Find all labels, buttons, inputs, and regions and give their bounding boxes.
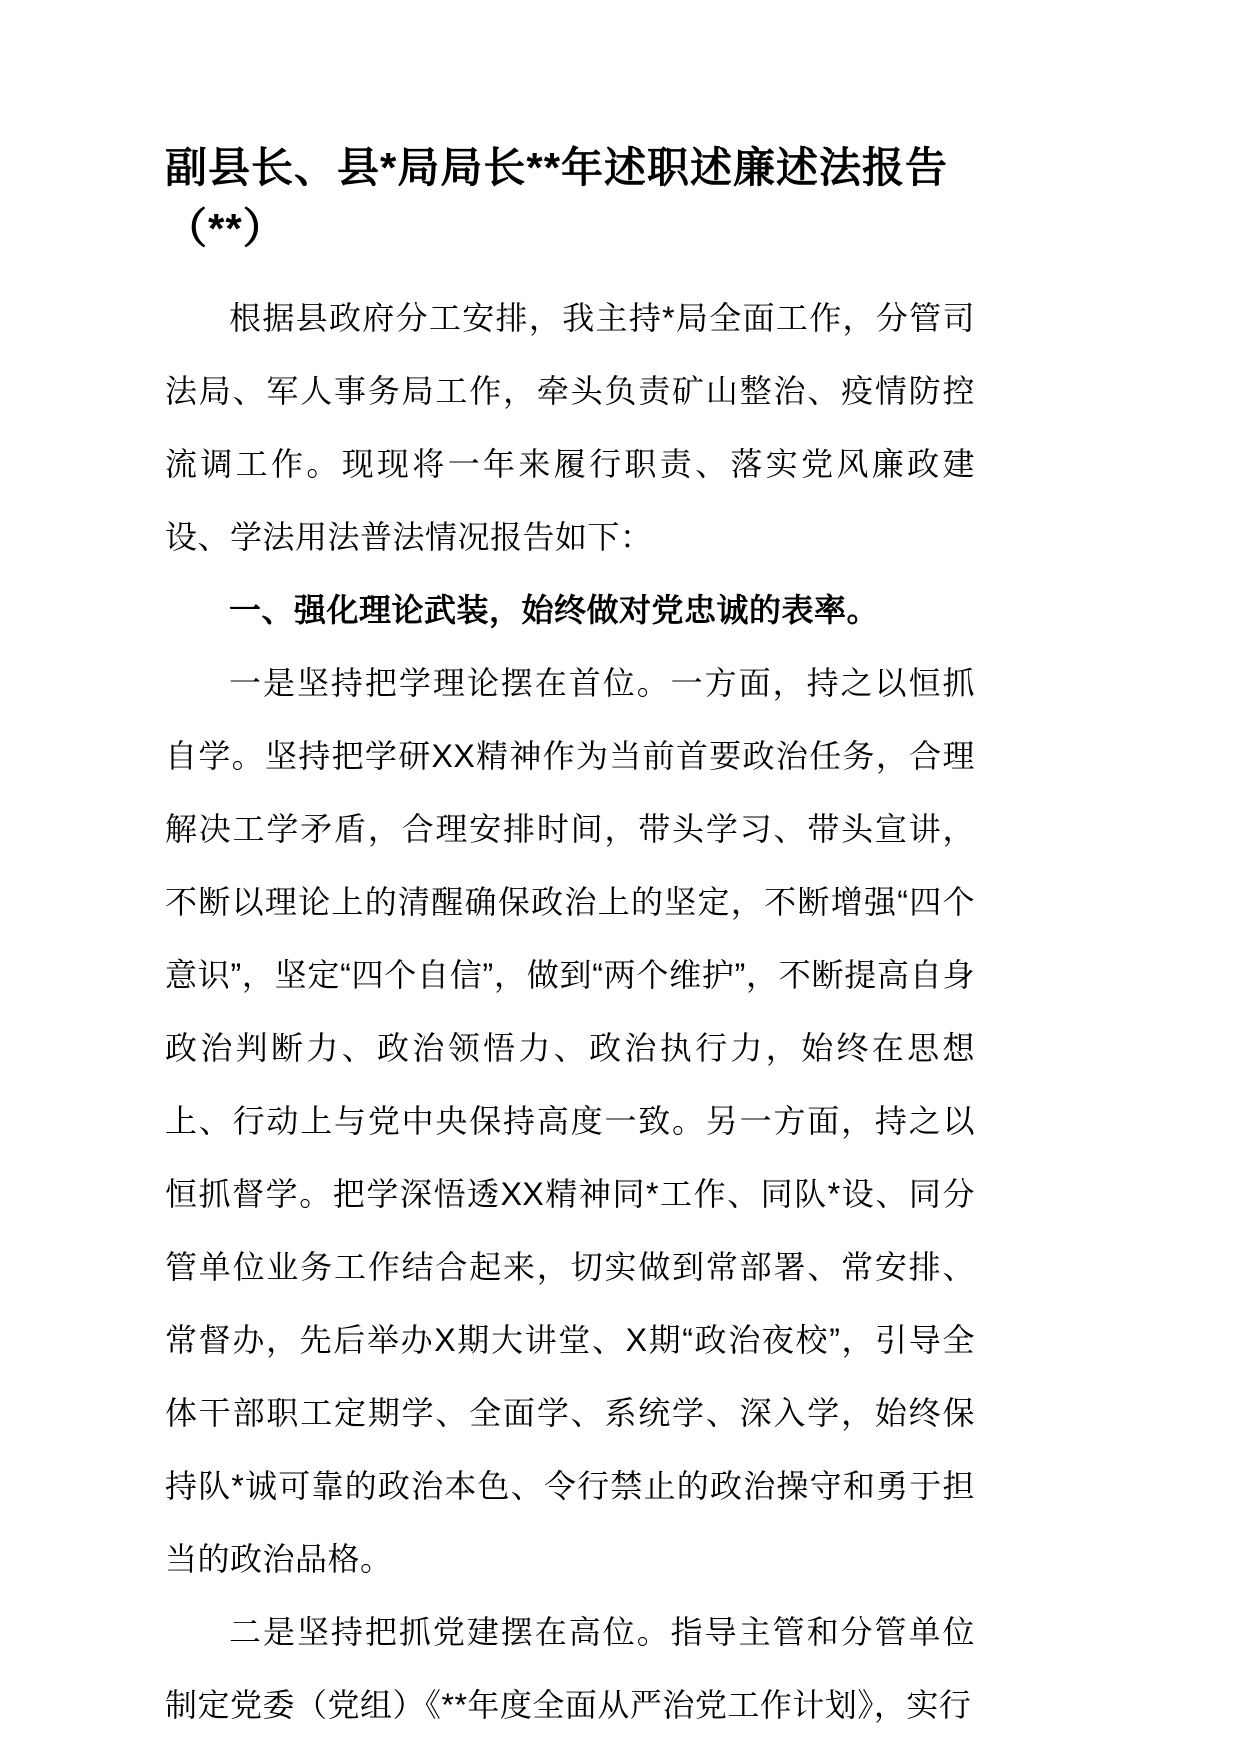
section-heading-1: 一、强化理论武装，始终做对党忠诚的表率。 — [229, 591, 880, 628]
document-title: 副县长、县*局局长**年述职述廉述法报告（**） — [165, 144, 949, 252]
paragraph-intro: 根据县政府分工安排，我主持*局全面工作，分管司法局、军人事务局工作，牵头负责矿山整治、疫情防控流调工作。现现将一年来履行职责、落实党风廉政建设、学法用法普法情况报告如下： — [165, 299, 975, 555]
paragraph-point-1: 一是坚持把学理论摆在首位。一方面，持之以恒抓自学。坚持把学研XX精神作为当前首要政治任务，合理解决工学矛盾，合理安排时间，带头学习、带头宣讲，不断以理论上的清醒确保政治上的坚定，不断增强“四个意识”，坚定“四个自信”，做到“两个维护”，不断提高自身政治判断力、政治领悟力、政治执行力，始终在思想上、行动上与党中央保持高度一致。另一方面，持之以恒抓督学。把学深悟透XX精神同*工作、同队*设、同分管单位业务工作结合起来，切实做到常部署、常安排、常督办，先后举办X期大讲堂、X期“政治夜校”，引导全体干部职工定期学、全面学、系统学、深入学，始终保持队*诚可靠的政治本色、令行禁止的政治操守和勇于担当的政治品格。 — [165, 664, 975, 1577]
paragraph-point-2: 二是坚持把抓党建摆在高位。指导主管和分管单位制定党委（党组）《**年度全面从严治党工作计划》，实行 — [165, 1613, 975, 1723]
